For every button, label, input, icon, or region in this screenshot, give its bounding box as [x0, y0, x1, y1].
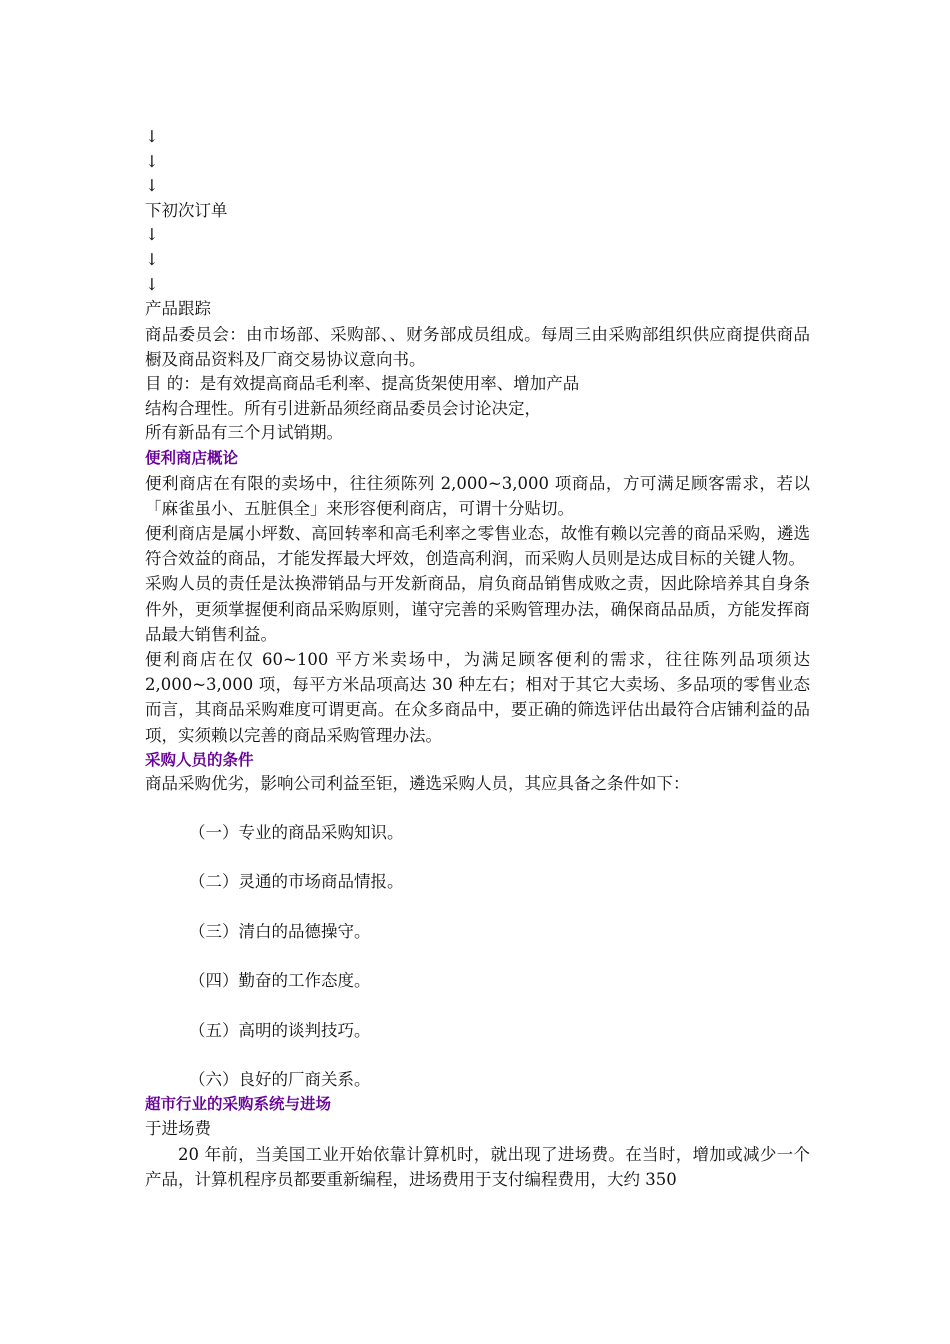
- paragraph: 便利商店在有限的卖场中，往往须陈列 2,000~3,000 项商品，方可满足顾客需求，若以「麻雀虽小、五脏俱全」来形容便利商店，可谓十分贴切。: [145, 473, 810, 518]
- committee-description: 商品委员会：由市场部、采购部、、财务部成员组成。每周三由采购部组织供应商提供商品橱及商品资料及厂商交易协议意向书。: [145, 324, 810, 369]
- paragraph: 采购人员的责任是汰换滞销品与开发新商品，肩负商品销售成败之责，因此除培养其自身条件外，更须掌握便利商品采购原则，谨守完善的采购管理办法，确保商品品质，方能发挥商品最大销售利益。: [145, 574, 810, 644]
- flow-arrow: ↓: [145, 225, 159, 245]
- paragraph: 便利商店是属小坪数、高回转率和高毛利率之零售业态，故惟有赖以完善的商品采购，遴选符合效益的商品，才能发挥最大坪效，创造高利润，而采购人员则是达成目标的关键人物。: [145, 523, 810, 569]
- committee-purpose: 目 的：是有效提高商品毛利率、提高货架使用率、增加产品: [145, 374, 580, 394]
- requirements-intro: 商品采购优劣，影响公司利益至钜，遴选采购人员，其应具备之条件如下：: [145, 774, 690, 794]
- paragraph: 20 年前，当美国工业开始依靠计算机时，就出现了进场费。在当时，增加或减少一个产品，计算机程序员都要重新编程，进场费用于支付编程费用，大约 350: [145, 1144, 810, 1189]
- subheading-slotting-fee: 于进场费: [145, 1119, 211, 1139]
- list-item: （二）灵通的市场商品情报。: [189, 872, 404, 892]
- flow-arrow: ↓: [145, 274, 159, 294]
- flow-arrow: ↓: [145, 127, 159, 146]
- flow-step-track: 产品跟踪: [145, 299, 211, 319]
- committee-purpose-cont: 结构合理性。所有引进新品须经商品委员会讨论决定，: [145, 398, 541, 418]
- paragraph: 便利商店在仅 60~100 平方米卖场中，为满足顾客便利的需求，往往陈列品项须达 2,000~3,000 项，每平方米品项高达 30 种左右；相对于其它大卖场、多品项的零售业态而言，其商品采购难度可谓更高。在众多商品中，要正确的筛选评估出最符合店铺利益的品项，实须赖以完善的商品采购管理办法。: [145, 649, 810, 745]
- flow-arrow: ↓: [145, 151, 159, 171]
- list-item: （一）专业的商品采购知识。: [189, 822, 404, 842]
- section-heading-supermarket-purchasing: 超市行业的采购系统与进场: [145, 1095, 332, 1114]
- list-item: （三）清白的品德操守。: [189, 921, 371, 941]
- committee-trial-period: 所有新品有三个月试销期。: [145, 423, 343, 443]
- section-heading-convenience-store: 便利商店概论: [145, 448, 239, 467]
- list-item: （五）高明的谈判技巧。: [189, 1020, 371, 1040]
- flow-arrow: ↓: [145, 176, 159, 196]
- flow-step-order: 下初次订单: [145, 200, 228, 220]
- flow-arrow: ↓: [145, 249, 159, 269]
- list-item: （四）勤奋的工作态度。: [189, 971, 371, 991]
- list-item: （六）良好的厂商关系。: [189, 1070, 371, 1090]
- section-heading-buyer-requirements: 采购人员的条件: [145, 750, 254, 769]
